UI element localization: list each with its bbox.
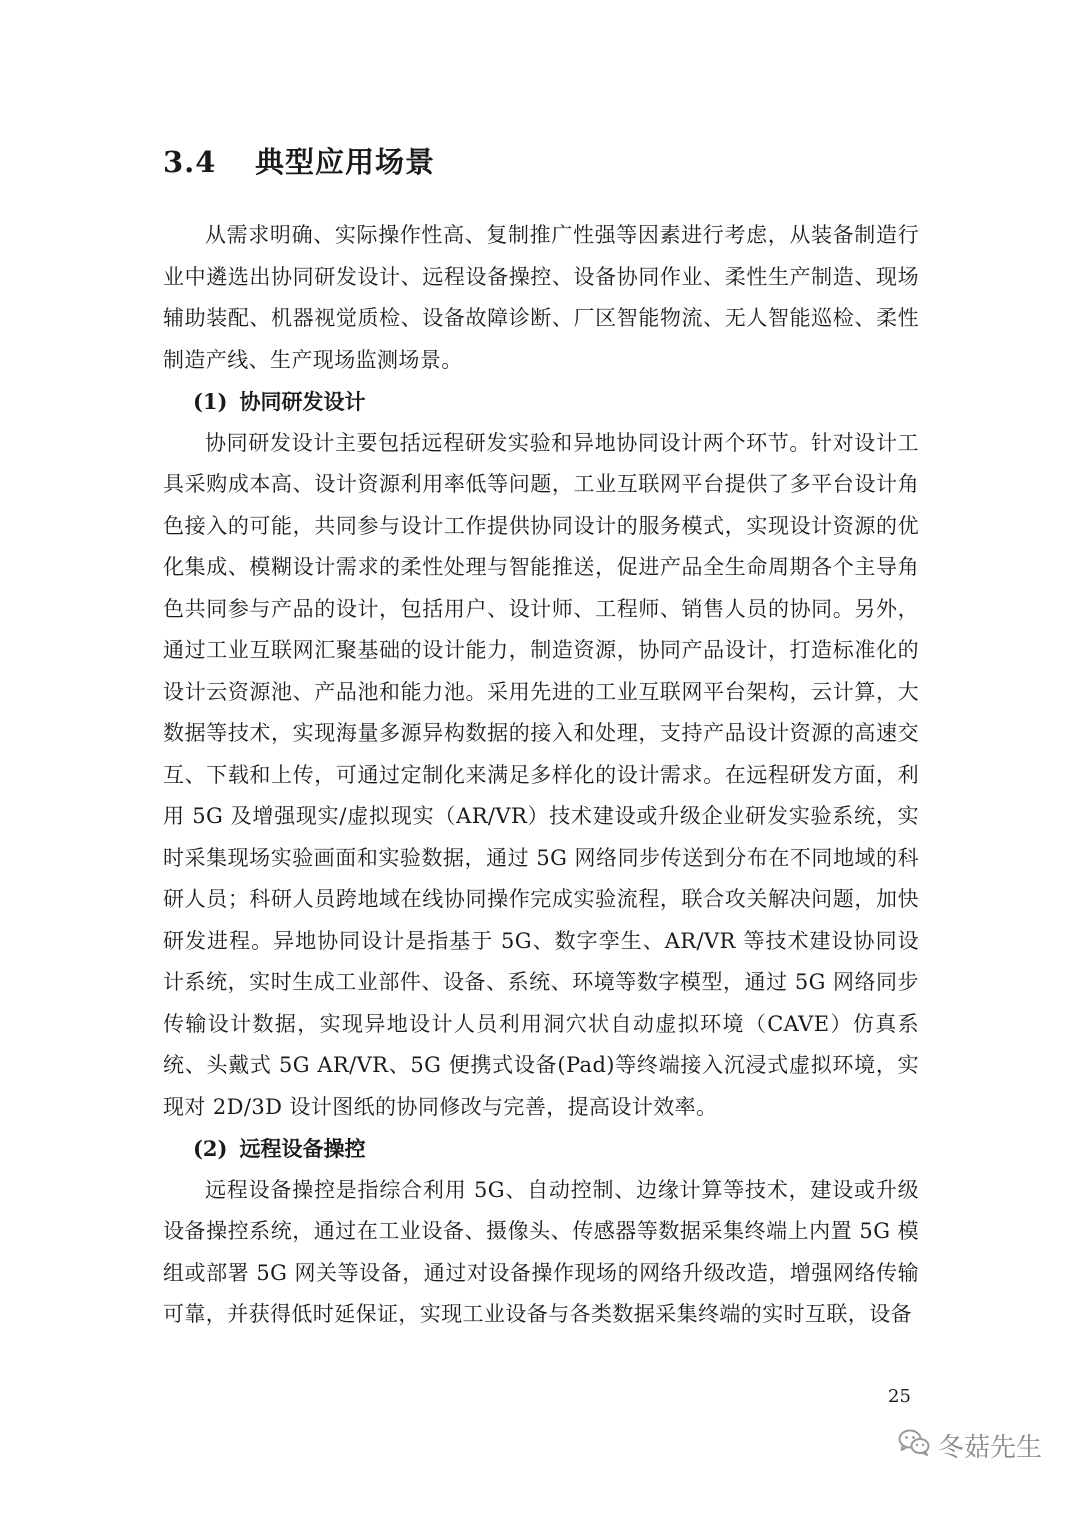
- page-number: 25: [888, 1386, 911, 1407]
- subsection-heading-2: [163, 1128, 919, 1170]
- section-title: 典型应用场景: [255, 145, 436, 179]
- subsection-paragraph-1: 协同研发设计主要包括远程研发实验和异地协同设计两个环节。针对设计工具采购成本高、设计资源利用率低等问题，工业互联网平台提供了多平台设计角色接入的可能，共同参与设计工作提供协同设计的服务模式，实现设计资源的优化集成、模糊设计需求的柔性处理与智能推送，促进产品全生命周期各个主导角色共同参与产品的设计，包括用户、设计师、工程师、销售人员的协同。另外，通过工业互联网汇聚基础的设计能力，制造资源，协同产品设计，打造标准化的设计云资源池、产品池和能力池。采用先进的工业互联网平台架构，云计算，大数据等技术，实现海量多源异构数据的接入和处理，支持产品设计资源的高速交互、下载和上传，可通过定制化来满足多样化的设计需求。在远程研发方面，利用 5G 及增强现实/虚拟现实（AR/VR）技术建设或升级企业研发实验系统，实时采集现场实验画面和实验数据，通过 5G 网络同步传送到分布在不同地域的科研人员；科研人员跨地域在线协同操作完成实验流程，联合攻关解决问题，加快研发进程。异地协同设计是指基于 5G、数字孪生、AR/VR 等技术建设协同设计系统，实时生成工业部件、设备、系统、环境等数字模型，通过 5G 网络同步传输设计数据，实现异地设计人员利用洞穴状自动虚拟环境（CAVE）仿真系统、头戴式 5G AR/VR、5G 便携式设备(Pad)等终端接入沉浸式虚拟环境，实现对 2D/3D 设计图纸的协同修改与完善，提高设计效率。: [163, 430, 919, 1119]
- intro-paragraph: 从需求明确、实际操作性高、复制推广性强等因素进行考虑，从装备制造行业中遴选出协同研发设计、远程设备操控、设备协同作业、柔性生产制造、现场辅助装配、机器视觉质检、设备故障诊断、厂区智能物流、无人智能巡检、柔性制造产线、生产现场监测场景。: [163, 223, 919, 372]
- wechat-icon: [898, 1428, 938, 1463]
- watermark: [898, 1425, 1042, 1465]
- subsection-number: (2): [193, 1136, 228, 1161]
- section-heading: [163, 140, 435, 181]
- body-text: [163, 215, 919, 1336]
- subsection-number: (1): [193, 389, 228, 414]
- subsection-title: 远程设备操控: [239, 1136, 366, 1161]
- watermark-text: 冬菇先生: [938, 1432, 1043, 1463]
- subsection-heading-1: [163, 381, 919, 423]
- subsection-paragraph-2: 远程设备操控是指综合利用 5G、自动控制、边缘计算等技术，建设或升级设备操控系统，通过在工业设备、摄像头、传感器等数据采集终端上内置 5G 模组或部署 5G 网关等设备，通过对设备操作现场的网络升级改造，增强网络传输可靠，并获得低时延保证，实现工业设备与各类数据采集终端的实时互联，设备: [163, 1177, 919, 1326]
- section-number: 3.4: [163, 145, 217, 179]
- subsection-title: 协同研发设计: [239, 389, 366, 414]
